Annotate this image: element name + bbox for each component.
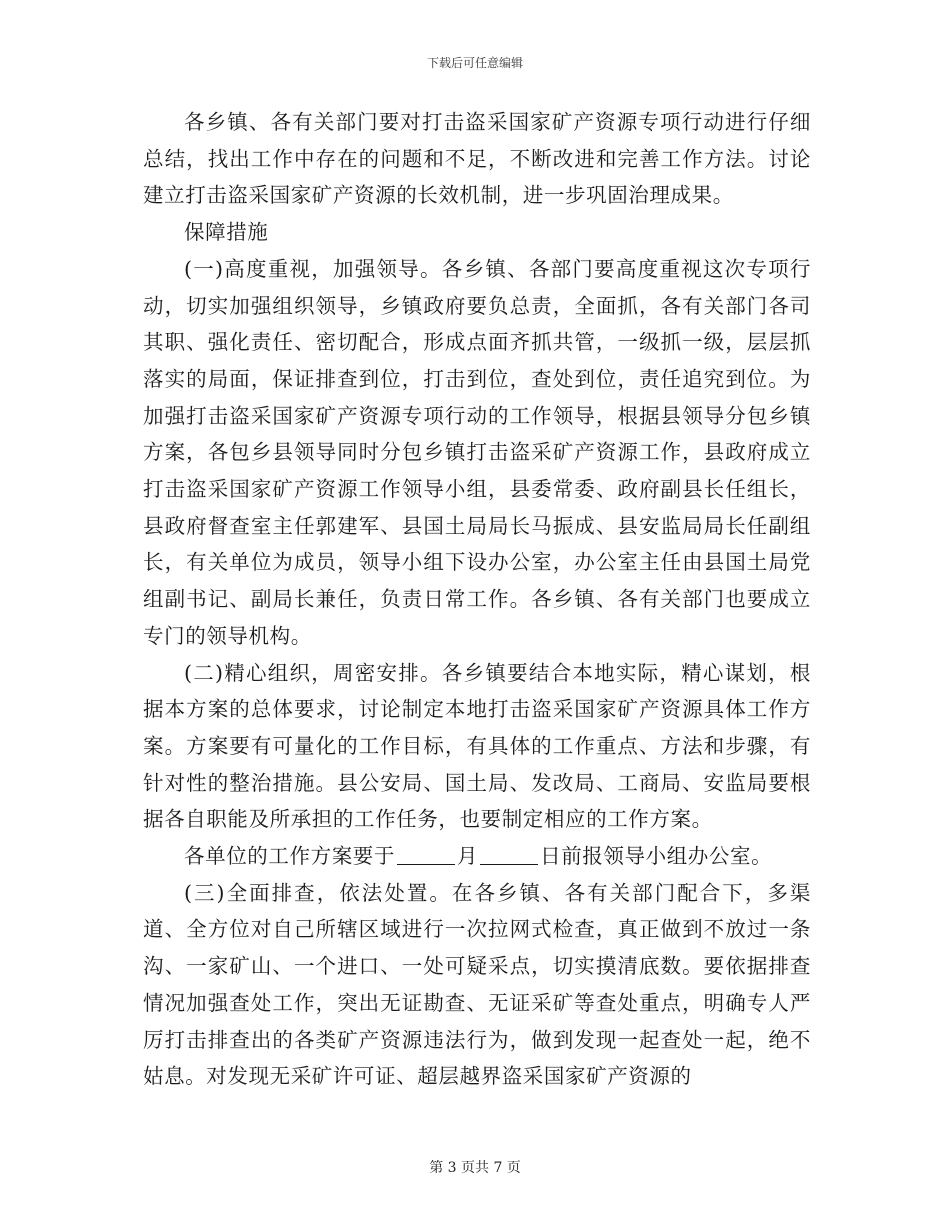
deadline-suffix: 日前报领导小组办公室。 bbox=[540, 844, 773, 869]
page-footer: 第 3 页共 7 页 bbox=[429, 1160, 521, 1176]
deadline-prefix: 各单位的工作方案要于 bbox=[184, 844, 395, 869]
paragraph-inspection: (三)全面排查，依法处置。在各乡镇、各有关部门配合下，多渠道、全方位对自己所辖区域进行一次拉网式检查，真正做到不放过一条沟、一家矿山、一个进口、一处可疑采点，切实摸清底数。要依据排查情况加强查处工作，突出无证勘查、无证采矿等查处重点，明确专人严厉打击排查出的各类矿产资源违法行为，做到发现一起查处一起，绝不姑息。对发现无采矿许可证、超层越界盗采国家矿产资源的 bbox=[143, 880, 811, 1089]
paragraph-leadership: (一)高度重视，加强领导。各乡镇、各部门要高度重视这次专项行动，切实加强组织领导，乡镇政府要负总责，全面抓，各有关部门各司其职、强化责任、密切配合，形成点面齐抓共管，一级抓一级，层层抓落实的局面，保证排查到位，打击到位，查处到位，责任追究到位。为加强打击盗采国家矿产资源专项行动的工作领导，根据县领导分包乡镇方案，各包乡县领导同时分包乡镇打击盗采矿产资源工作，县政府成立打击盗采国家矿产资源工作领导小组，县委常委、政府副县长任组长，县政府督查室主任郭建军、县国土局局长马振成、县安监局局长任副组长，有关单位为成员，领导小组下设办公室，办公室主任由县国土局党组副书记、副局长兼任，负责日常工作。各乡镇、各有关部门也要成立专门的领导机构。 bbox=[143, 256, 811, 648]
day-blank bbox=[480, 846, 538, 865]
month-blank bbox=[397, 846, 455, 865]
deadline-month-label: 月 bbox=[457, 844, 479, 869]
page-header: 下载后可任意编辑 bbox=[426, 56, 523, 70]
section-heading-safeguards: 保障措施 bbox=[184, 220, 269, 245]
document-body bbox=[143, 104, 811, 1095]
paragraph-deadline bbox=[143, 838, 811, 875]
paragraph-summary: 各乡镇、各有关部门要对打击盗采国家矿产资源专项行动进行仔细总结，找出工作中存在的问题和不足，不断改进和完善工作方法。讨论建立打击盗采国家矿产资源的长效机制，进一步巩固治理成果。 bbox=[143, 110, 811, 208]
paragraph-organization: (二)精心组织，周密安排。各乡镇要结合本地实际，精心谋划，根据本方案的总体要求，讨论制定本地打击盗采国家矿产资源具体工作方案。方案要有可量化的工作目标，有具体的工作重点、方法和步骤，有针对性的整治措施。县公安局、国土局、发改局、工商局、安监局要根据各自职能及所承担的工作任务，也要制定相应的工作方案。 bbox=[143, 660, 811, 832]
